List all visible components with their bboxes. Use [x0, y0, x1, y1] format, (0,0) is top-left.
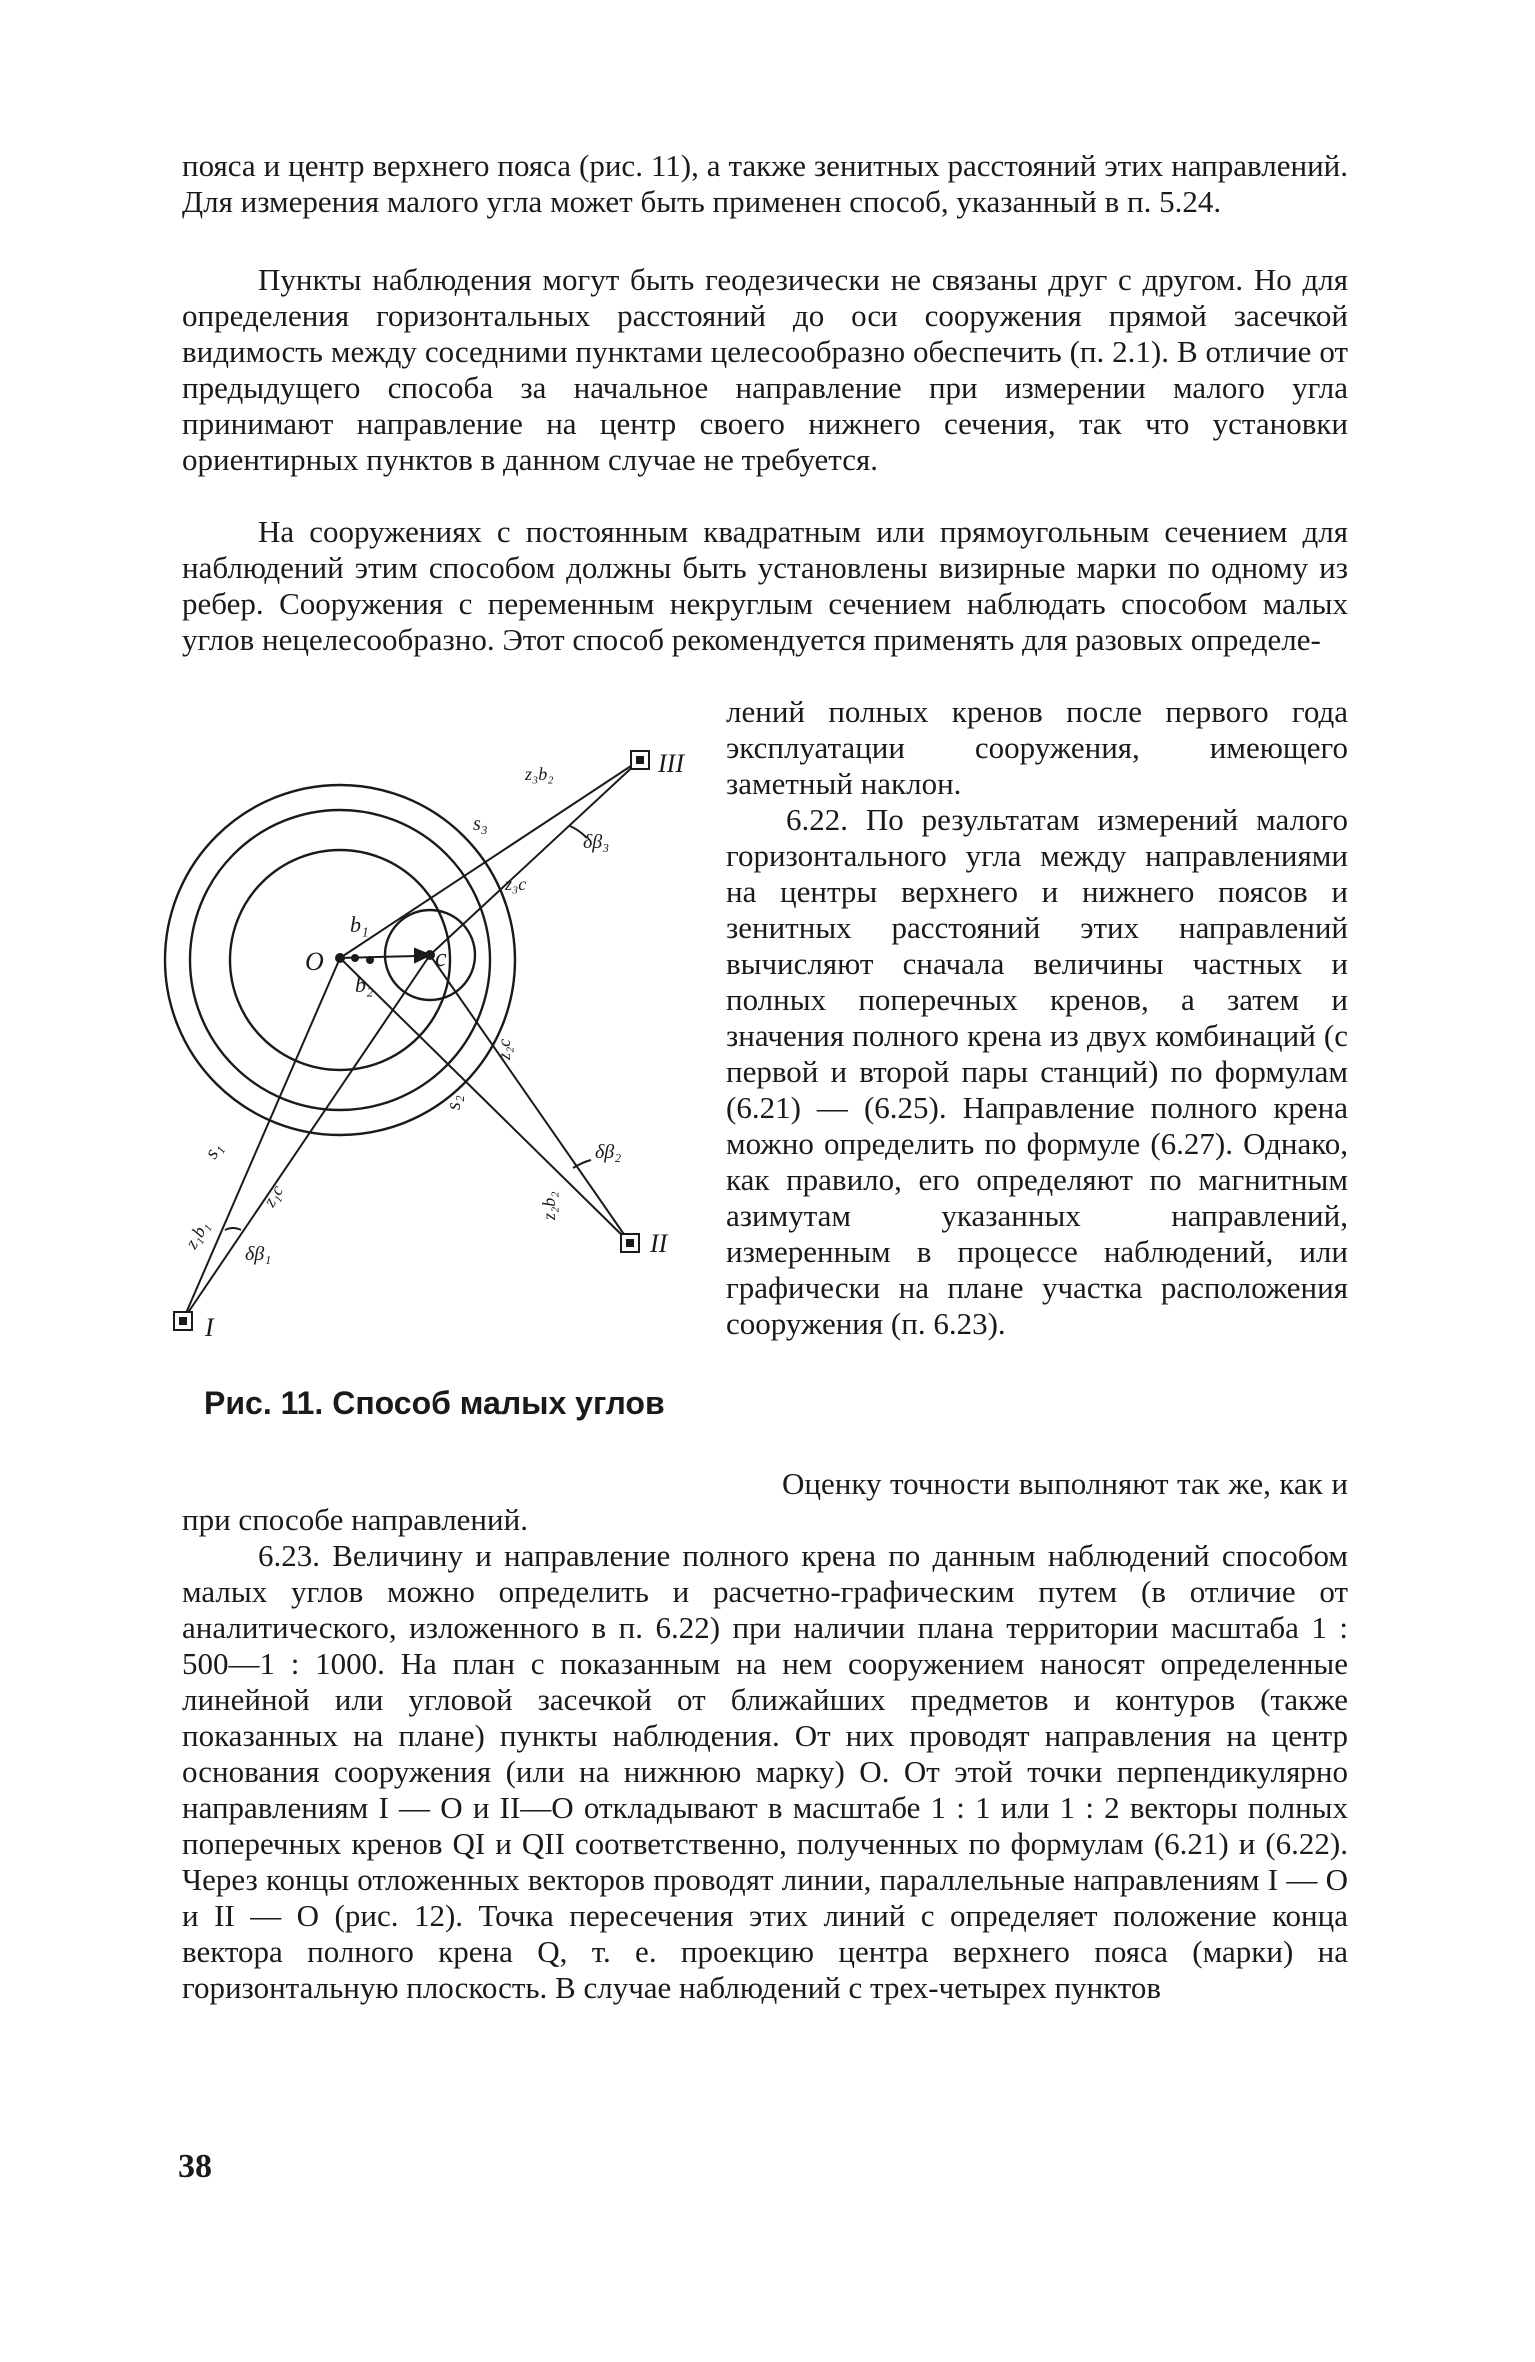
label-s2: s₂ — [443, 1095, 465, 1110]
paragraph-1: пояса и центр верхнего пояса (рис. 11), а также зенитных расстояний этих направлений. Для измерения малого угла может быть применен способ, указанный в п. 5.24. — [182, 148, 1348, 219]
label-db2: δβ₂ — [595, 1141, 622, 1163]
label-z3c: z₃c — [505, 874, 527, 894]
label-z2b2: z₂b₂ — [539, 1191, 559, 1220]
label-s3: s₃ — [473, 813, 488, 835]
label-b1: b₁ — [350, 912, 369, 937]
point-b2 — [366, 956, 374, 964]
label-s1: s₁ — [200, 1138, 227, 1163]
point-c — [425, 950, 435, 960]
label-O: O — [305, 947, 324, 976]
label-II: II — [650, 1229, 668, 1258]
page-number: 38 — [178, 2148, 212, 2185]
label-b2: b₂ — [355, 972, 374, 997]
paragraph-4: 6.22. По результатам измерений малого горизонтального угла между направлениями на центры верхнего и нижнего поясов и зенитных расстояний этих направлений вычисляют сначала величины частных и полных поперечных кренов, а затем и значения полного крена из двух комбинаций (с первой и второй пары станций) по формулам (6.21) — (6.25). Направление полного крена можно определить по формуле (6.27). Однако, как правило, его определяют по магнитным азимутам указанных направлений, измеренным в процессе наблюдений, или графически на плане участка расположения сооружения (п. 6.23). — [726, 802, 1348, 1341]
line-III-to-c — [430, 760, 640, 955]
figure-caption: Рис. 11. Способ малых углов — [204, 1385, 665, 1421]
paragraph-3-head: На сооружениях с постоянным квадратным или прямоугольным сечением для наблюдений этим способом должны быть установлены визирные марки по одному из ребер. Сооружения с переменным некруглым сечением наблюдать способом малых углов нецелесообразно. Этот способ рекомендуется применять для разовых определе- — [182, 514, 1348, 657]
line-I-to-c — [183, 955, 430, 1320]
label-z1b1: z₁b₁ — [181, 1217, 213, 1252]
paragraph-2: Пункты наблюдения могут быть геодезически не связаны друг с другом. Но для определения горизонтальных расстояний до оси сооружения прямой засечкой видимость между соседними пунктами целесообразно обеспечить (п. 2.1). В отличие от предыдущего способа за начальное направление при измерении малого угла принимают направление на центр своего нижнего сечения, так что установки ориентирных пунктов в данном случае не требуется. — [182, 262, 1348, 477]
label-db3: δβ₃ — [583, 831, 610, 853]
point-b1 — [351, 954, 359, 962]
paragraph-5: Оценку точности выполняют так же, как и при способе направлений. — [182, 1466, 1348, 1537]
figure-small-angles-diagram — [155, 730, 695, 1340]
label-I: I — [205, 1313, 214, 1340]
paragraph-3-tail: лений полных кренов после первого года эксплуатации сооружения, имеющего заметный наклон. — [726, 694, 1348, 801]
label-db1: δβ₁ — [245, 1243, 272, 1265]
label-z1c: z₁c — [259, 1181, 288, 1210]
point-O — [335, 953, 345, 963]
label-III: III — [658, 749, 684, 778]
label-z2c: z₂c — [494, 1038, 514, 1060]
paragraph-6: 6.23. Величину и направление полного крена по данным наблюдений способом малых углов можно определить и расчетно-графическим путем (в отличие от аналитического, изложенного в п. 6.22) при наличии плана территории масштаба 1 : 500—1 : 1000. На план с показанным на нем сооружением наносят определенные линейной или угловой засечкой от ближайших предметов и контуров (также показанных на плане) пункты наблюдения. От них проводят направления на центр основания сооружения (или на нижнюю марку) O. От этой точки перпендикулярно направлениям I — O и II—O откладывают в масштабе 1 : 1 или 1 : 2 векторы полных поперечных кренов QI и QII соответственно, полученных по формулам (6.21) и (6.22). Через концы отложенных векторов проводят линии, параллельные направлениям I — O и II — O (рис. 12). Точка пересечения этих линий c определяет положение конца вектора полного крена Q, т. е. проекцию центра верхнего пояса (марки) на горизонтальную плоскость. В случае наблюдений с трех-четырех пунктов — [182, 1538, 1348, 2005]
label-c: c — [435, 943, 447, 972]
label-z3b2: z₃b₂ — [525, 764, 554, 784]
arc-angle-I — [225, 1228, 241, 1230]
